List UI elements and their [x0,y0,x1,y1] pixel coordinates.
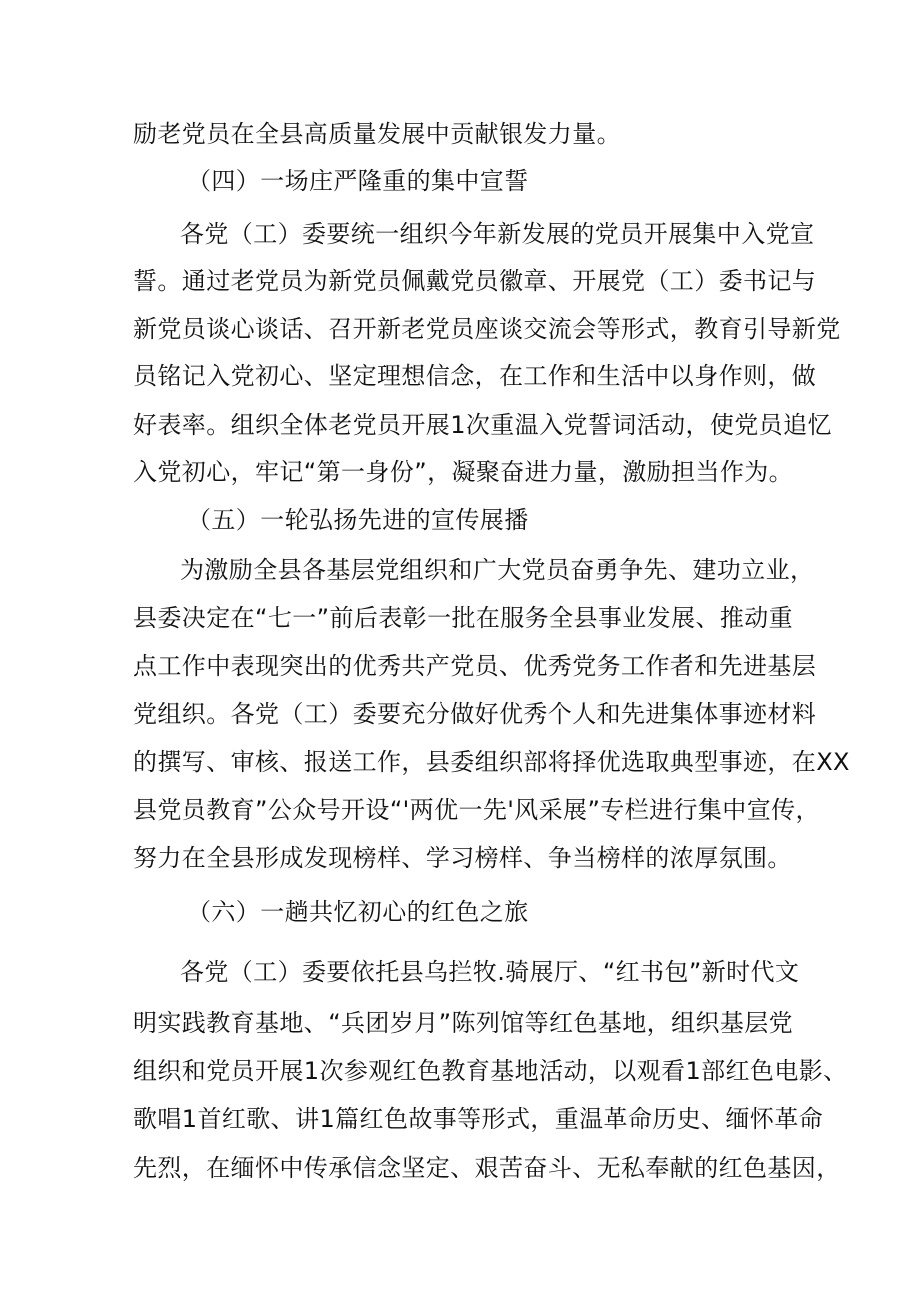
paragraph-line: 努力在全县形成发现榜样、学习榜样、争当榜样的浓厚氛围。 [133,844,792,872]
paragraph-line: 员铭记入党初心、坚定理想信念，在工作和生活中以身作则，做 [133,362,817,390]
paragraph-line: 各党（工）委要统一组织今年新发展的党员开展集中入党宣 [180,220,815,248]
paragraph-line: 县党员教育”公众号开设“'两优一先'风采展”专栏进行集中宣传， [133,796,820,824]
paragraph-line: 入党初心，牢记“第一身份”，凝聚奋进力量，激励担当作为。 [133,458,794,486]
paragraph-line: 明实践教育基地、“兵团岁月”陈列馆等红色基地，组织基层党 [133,1009,794,1037]
paragraph-line: 歌唱1首红歌、讲1篇红色故事等形式，重温革命历史、缅怀革命 [133,1105,824,1133]
section-heading: （六）一趟共忆初心的红色之旅 [187,898,529,926]
paragraph-line: 励老党员在全县高质量发展中贡献银发力量。 [133,120,621,148]
paragraph-line: 好表率。组织全体老党员开展1次重温入党誓词活动，使党员追忆 [133,411,832,439]
paragraph-line: 党组织。各党（工）委要充分做好优秀个人和先进集体事迹材料 [133,700,817,728]
paragraph-line: 誓。通过老党员为新党员佩戴党员徽章、开展党（工）委书记与 [133,267,817,295]
paragraph-line: 县委决定在“七一”前后表彰一批在服务全县事业发展、推动重 [133,604,794,632]
paragraph-line: 点工作中表现突出的优秀共产党员、优秀党务工作者和先进基层 [133,652,817,680]
paragraph-line: 各党（工）委要依托县乌拦牧.骑展厅、“红书包”新时代文 [180,958,800,986]
paragraph-line: 组织和党员开展1次参观红色教育基地活动，以观看1部红色电影、 [133,1057,848,1085]
paragraph-line: 先烈，在缅怀中传承信念坚定、艰苦奋斗、无私奉献的红色基因， [133,1154,841,1182]
paragraph-line: 的撰写、审核、报送工作，县委组织部将择优选取典型事迹，在XX [133,748,850,776]
paragraph-line: 新党员谈心谈话、召开新老党员座谈交流会等形式，教育引导新党 [133,315,841,343]
paragraph-line: 为激励全县各基层党组织和广大党员奋勇争先、建功立业， [180,556,815,584]
section-heading: （五）一轮弘扬先进的宣传展播 [187,506,529,534]
section-heading: （四）一场庄严隆重的集中宣誓 [187,167,529,195]
